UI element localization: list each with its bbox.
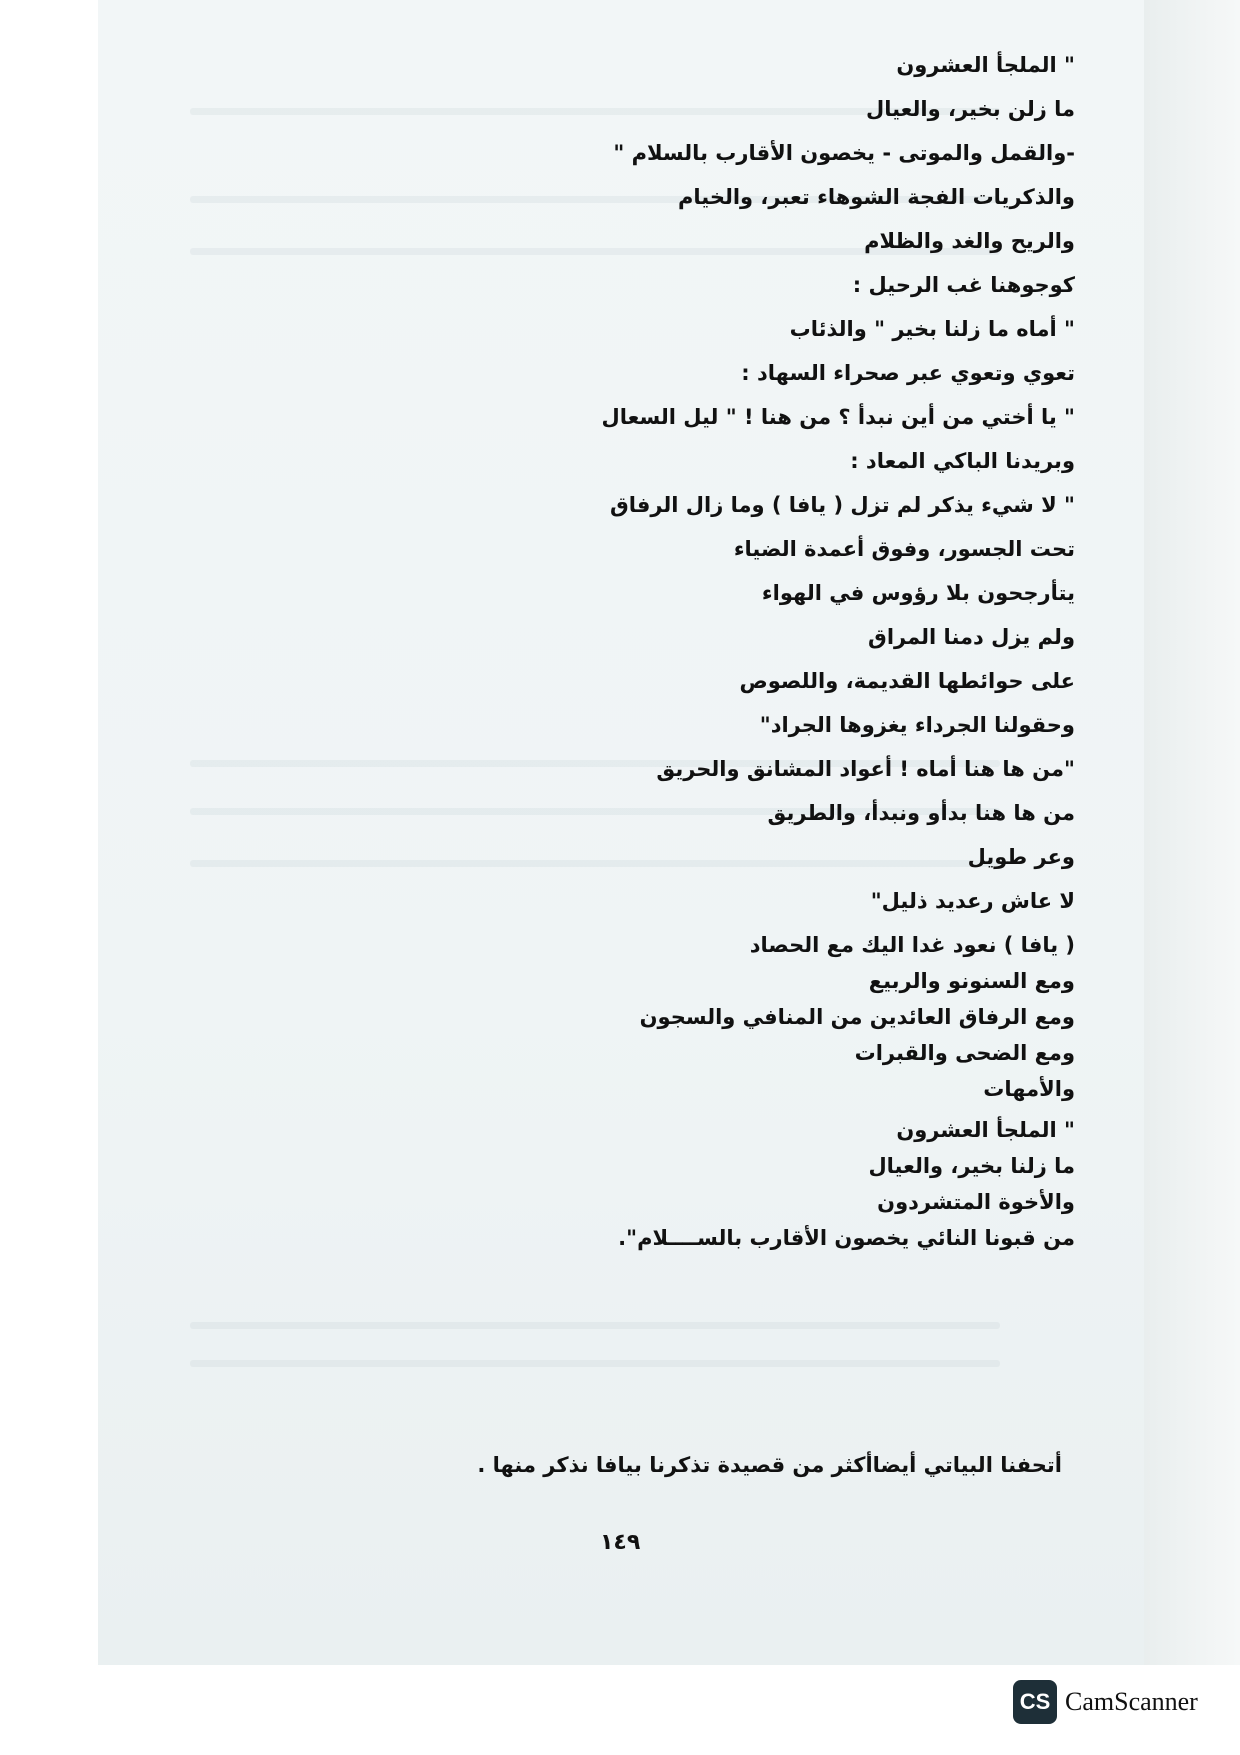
- poem-line: على حوائطها القديمة، واللصوص: [739, 669, 1075, 693]
- poem-line: والريح والغد والظلام: [864, 229, 1075, 253]
- poem-line: ومع السنونو والربيع: [868, 969, 1075, 993]
- poem-line: " يا أختي من أين نبدأ ؟ من هنا ! " ليل السعال: [601, 405, 1075, 429]
- poem-line: وعر طويل: [967, 845, 1075, 869]
- camscanner-logo-icon: CS: [1013, 1680, 1057, 1724]
- poem-line: " لا شيء يذكر لم تزل ( يافا ) وما زال الرفاق: [609, 493, 1075, 517]
- poem-line: -والقمل والموتى - يخصون الأقارب بالسلام ": [613, 141, 1075, 165]
- poem-line: " الملجأ العشرون: [896, 1118, 1075, 1142]
- poem-line: والأمهات: [983, 1077, 1075, 1101]
- poem-line: ما زلن بخير، والعيال: [866, 97, 1075, 121]
- poem-line: ( يافا ) نعود غدا اليك مع الحصاد: [749, 933, 1075, 957]
- closing-sentence: أتحفنا البياتي أيضاأكثر من قصيدة تذكرنا بيافا نذكر منها .: [477, 1453, 1062, 1477]
- show-through-line: [190, 1360, 1000, 1367]
- poem-text: [275, 52, 1075, 1261]
- poem-line: وحقولنا الجرداء يغزوها الجراد": [759, 713, 1075, 737]
- stanza-4: [275, 1117, 1075, 1252]
- poem-line: من قبونا النائي يخصون الأقارب بالســــلام".: [618, 1226, 1075, 1250]
- camscanner-brand-text: CamScanner: [1065, 1687, 1198, 1716]
- stanza-2: [275, 756, 1075, 915]
- poem-line: كوجوهنا غب الرحيل :: [852, 273, 1075, 297]
- poem-line: والأخوة المتشردون: [877, 1190, 1075, 1214]
- stanza-1: [275, 52, 1075, 739]
- poem-line: "من ها هنا أماه ! أعواد المشانق والحريق: [656, 757, 1075, 781]
- poem-line: والذكريات الفجة الشوهاء تعبر، والخيام: [677, 185, 1075, 209]
- page-edge-shadow: [1144, 0, 1240, 1665]
- poem-line: ما زلنا بخير، والعيال: [868, 1154, 1075, 1178]
- poem-line: ومع الرفاق العائدين من المنافي والسجون: [639, 1005, 1075, 1029]
- page-number: ١٤٩: [600, 1530, 641, 1555]
- poem-line: ولم يزل دمنا المراق: [868, 625, 1075, 649]
- poem-line: يتأرجحون بلا رؤوس في الهواء: [761, 581, 1075, 605]
- poem-line: لا عاش رعديد ذليل": [870, 889, 1075, 913]
- poem-line: " الملجأ العشرون: [896, 53, 1075, 77]
- stanza-3: [275, 932, 1075, 1103]
- poem-line: وبريدنا الباكي المعاد :: [850, 449, 1075, 473]
- poem-line: ومع الضحى والقبرات: [854, 1041, 1075, 1065]
- camscanner-watermark: [1013, 1680, 1198, 1724]
- poem-line: تحت الجسور، وفوق أعمدة الضياء: [733, 537, 1075, 561]
- poem-line: تعوي وتعوي عبر صحراء السهاد :: [741, 361, 1075, 385]
- show-through-line: [190, 1322, 1000, 1329]
- poem-line: من ها هنا بدأو ونبدأ، والطريق: [767, 801, 1075, 825]
- poem-line: " أماه ما زلنا بخير " والذئاب: [789, 317, 1075, 341]
